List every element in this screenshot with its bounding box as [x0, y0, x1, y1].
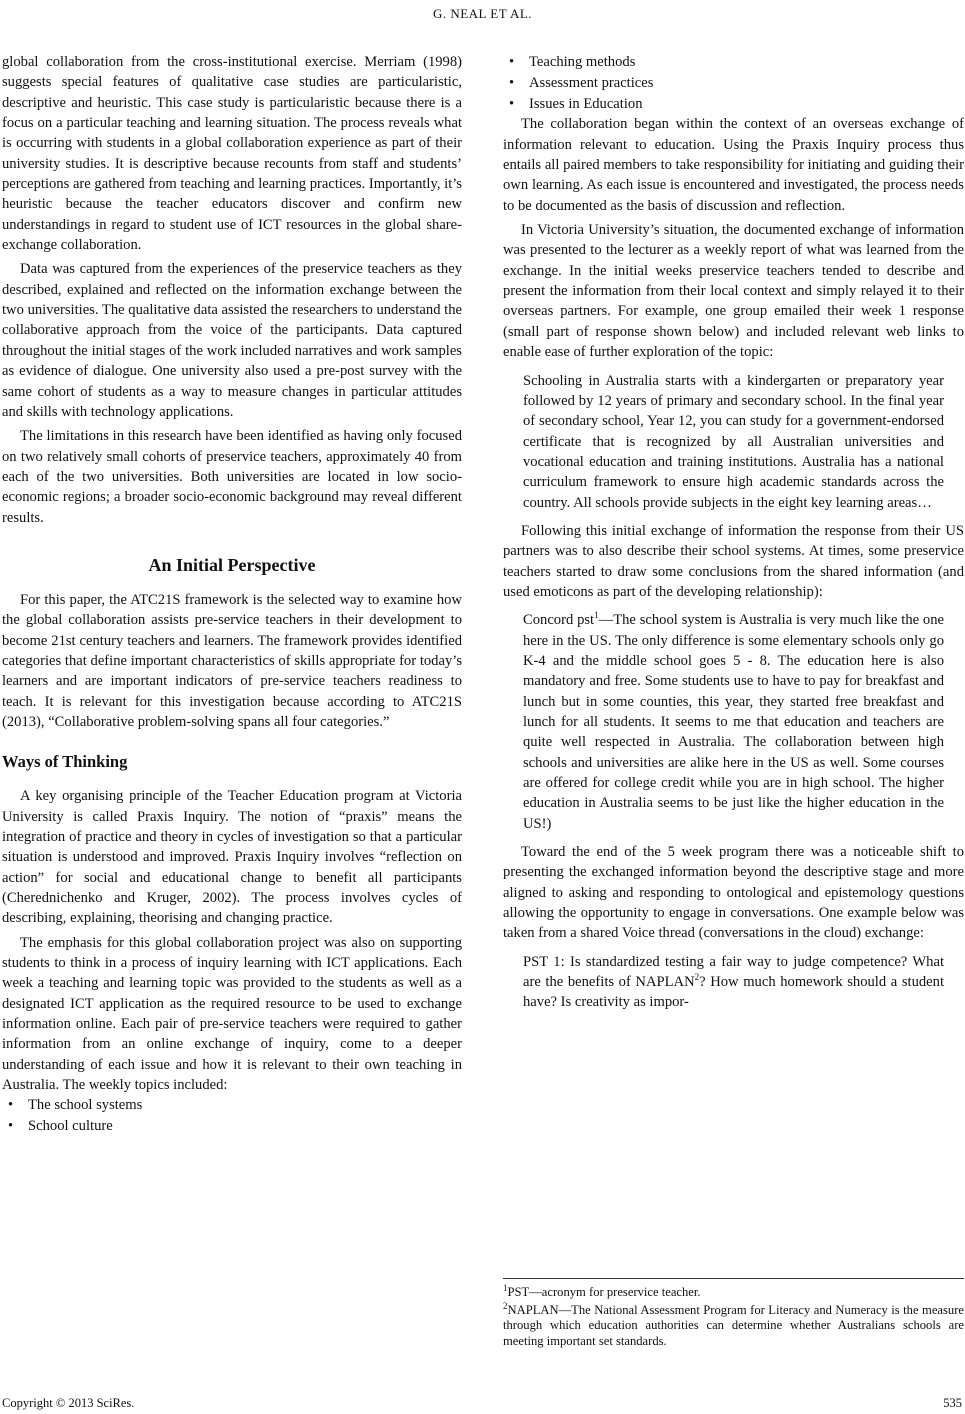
list-item: • Teaching methods — [503, 52, 964, 73]
block-quote — [523, 952, 944, 1013]
list-item: • School culture — [2, 1116, 462, 1137]
footnote — [503, 1300, 964, 1350]
block-quote — [523, 610, 944, 834]
footnote-text: PST—acronym for preservice teacher. — [507, 1285, 701, 1299]
footnote-text: NAPLAN—The National Assessment Program for Literacy and Numeracy is the measure through which education authorities can determine whether Australians schools are meeting important set standards. — [503, 1302, 964, 1348]
footnote — [503, 1282, 964, 1301]
paragraph: The collaboration began within the context of an overseas exchange of information relevant to education. Using the Praxis Inquiry process thus entails all paired members to take responsibility for initiating and guiding their own learning. As each issue is encountered and investigated, the process needs to be documented as the basis of discussion and reflection. — [503, 116, 964, 214]
running-header: G. NEAL ET AL. — [432, 6, 533, 21]
left-column — [2, 52, 462, 1137]
paragraph: Following this initial exchange of information the response from their US partners was to also describe their school systems. At times, some preservice teachers started to draw some conclusions from the shared information (and used emoticons as part of the developing relationship): — [503, 522, 964, 600]
footnote-ref: 2 — [694, 972, 700, 983]
paragraph: A key organising principle of the Teacher Education program at Victoria University is called Praxis Inquiry. The notion of “praxis” means the integration of practice and theory in cycles of investigation so that a particular situation is understood and improved. Praxis Inquiry involves “reflection on action” for social and educational change to benefit all participants (Cherednichenko and Kruger, 2002). The process involves cycles of describing, explaining, theorising and changing practice. — [2, 788, 462, 927]
paragraph: Toward the end of the 5 week program there was a noticeable shift to presenting the exchanged information beyond the descriptive stage and more aligned to asking and responding to ontological and epistemology questions allowing the opportunity to engage in conversations. One example below was taken from a shared Voice thread (conversations in the cloud) exchange: — [503, 844, 964, 942]
right-column — [503, 52, 964, 1021]
block-quote: Schooling in Australia starts with a kindergarten or preparatory year followed by 12 years of primary and secondary school. In the final year of secondary school, Year 12, you can study for a government-endorsed certificate that is recognized by all Australian universities and vocational education and training institutions. Australia has a national curriculum framework to ensure high academic standards across the country. All schools provide subjects in the eight key learning areas… — [523, 372, 944, 511]
footnote-ref: 1 — [594, 610, 599, 621]
section-heading: An Initial Perspective — [148, 554, 316, 575]
topic-list — [2, 1095, 462, 1137]
quote-text: Concord pst — [523, 612, 595, 629]
copyright-notice: Copyright © 2013 SciRes. — [2, 1396, 135, 1410]
topic-list-continued — [503, 52, 964, 114]
quote-text: ? How much homework should a student have? Is creativity as impor- — [523, 974, 945, 1011]
page-number: 535 — [943, 1396, 962, 1410]
paragraph: The emphasis for this global collaboration project was also on supporting students to think in a process of inquiry learning with ICT applications. Each week a teaching and learning topic was provided to the students as well as a designated ICT application as the required resource to be used to exchange information online. Each pair of pre-service teachers were required to gather information from an online exchange of inquiry, come to a deeper understanding of each issue and how it is relevant to their own teaching in Australia. The weekly topics included: — [2, 934, 462, 1094]
list-item: • Issues in Education — [503, 94, 964, 115]
footnote-mark: 1 — [503, 1282, 508, 1293]
paragraph: In Victoria University’s situation, the documented exchange of information was presented to the lecturer as a weekly report of what was learned from the exchange. In the initial weeks preservice teachers tended to describe and present the information from their local context and simply relayed it to their overseas partners. For example, one group emailed their week 1 response (small part of response shown below) and included relevant web links to enable ease of further exploration of the topic: — [503, 222, 964, 361]
paragraph: The limitations in this research have been identified as having only focused on two relatively small cohorts of preservice teachers, approximately 40 from each of the two universities. Both universities are located in low socio-economic regions; a broader socio-economic background may reveal different results. — [2, 428, 462, 526]
quote-text: —The school system is Australia is very much like the one here in the US. The only difference is some elementary schools only go K-4 and the middle school goes 5 - 8. The education here is also mandatory and free. Some students use to have to pay for breakfast and lunch but in some counties, this year, they started free breakfast and lunch for all students. It seems to me that education and teachers are quite well respected in Australia. The collaboration between high schools and universities are alike here in the US as well. Some courses are offered for college credit while you are in high school. The higher education in Australia seems to be just like the higher education in the US!) — [523, 612, 944, 832]
paragraph: For this paper, the ATC21S framework is the selected way to examine how the global collaboration assists pre-service teachers in their development to become 21st century teachers and learners. The framework provides identified categories that define important characteristics of skills appropriate for today’s learners and are important indicators of pre-service teachers readiness to teach. It is relevant for this investigation because according to ATC21S (2013), “Collaborative problem-solving spans all four categories.” — [2, 591, 462, 730]
list-item: • The school systems — [2, 1095, 462, 1116]
paragraph: Data was captured from the experiences of the preservice teachers as they described, explained and reflected on the information exchange between the two universities. The qualitative data assisted the researchers to understand the collaborative approach from the voice of the participants. Data captured throughout the initial stages of the work included narratives and work samples as evidence of dialogue. One university also used a pre-post survey with the same cohort of students as a way to measure changes in particular attitudes and skills with technology applications. — [2, 261, 462, 420]
subsection-heading: Ways of Thinking — [2, 752, 128, 772]
quote-text: PST 1: Is standardized testing a fair way to judge competence? What are the benefits of NAPLAN — [523, 953, 944, 991]
paragraph: global collaboration from the cross-institutional exercise. Merriam (1998) suggests special features of qualitative case studies are particularistic, descriptive and heuristic. This case study is particularistic because there is a focus on a particular teaching and learning situation. The process reveals what is occurring with students in a global collaboration experience as part of their university studies. It is descriptive because recounts from staff and students’ perceptions are gathered from teaching and learning practices. Importantly, it’s heuristic because the teacher educators discover and confirm new understandings in regard to student use of ICT resources in the global share-exchange collaboration. — [2, 54, 462, 254]
list-item: • Assessment practices — [503, 73, 964, 94]
footnote-mark: 2 — [503, 1300, 508, 1311]
footnotes — [503, 1278, 964, 1351]
